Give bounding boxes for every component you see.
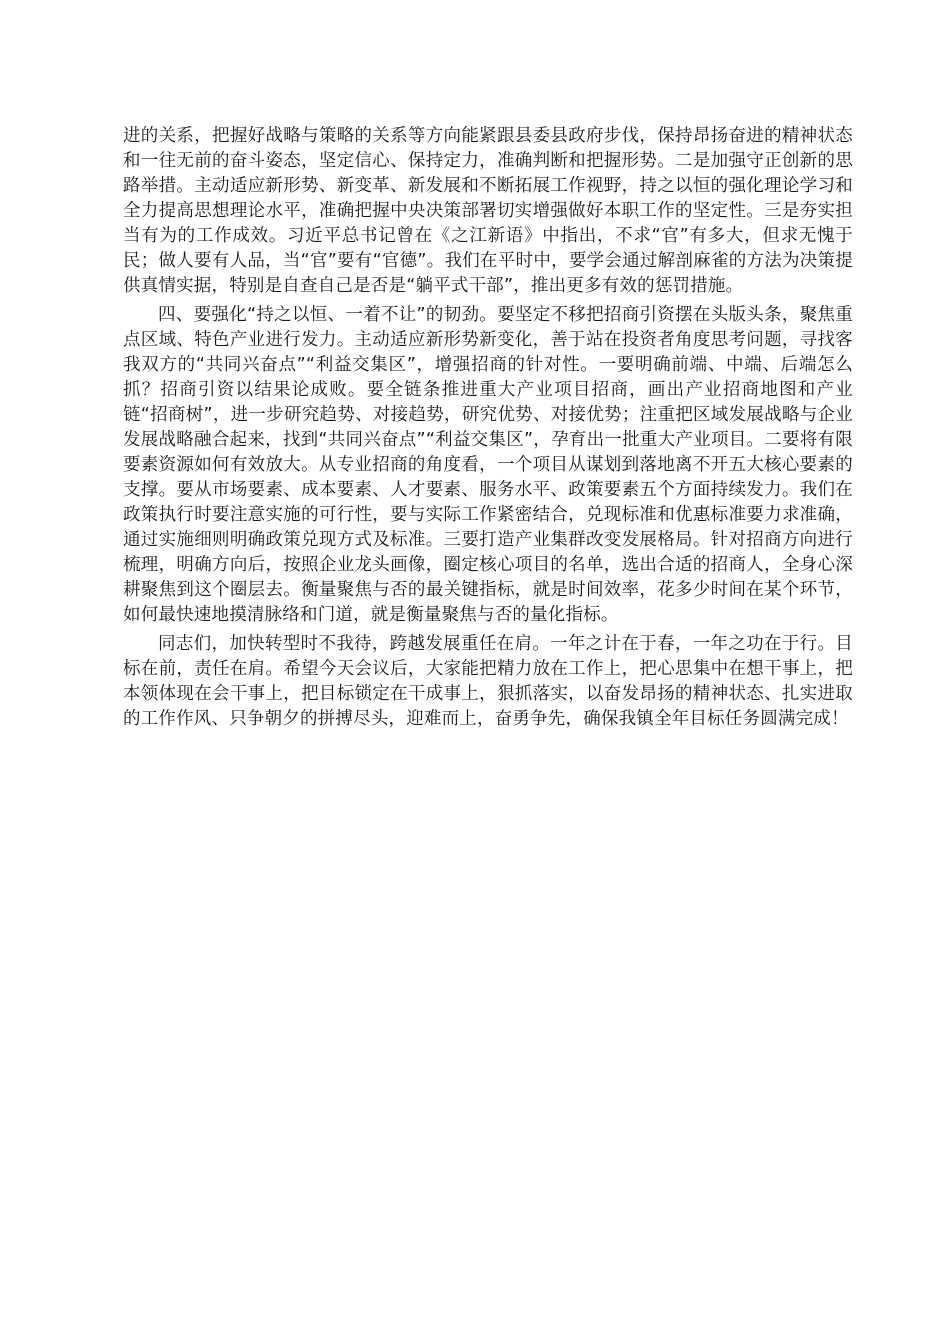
document-body [123, 124, 853, 736]
paragraph-section-four: 四、要强化“持之以恒、一着不让”的韧劲。要坚定不移把招商引资摆在头版头条，聚焦重点区域、特色产业进行发力。主动适应新形势新变化，善于站在投资者角度思考问题，寻找客我双方的“共同兴奋点”“利益交集区”，增强招商的针对性。一要明确前端、中端、后端怎么抓？招商引资以结果论成败。要全链条推进重大产业项目招商，画出产业招商地图和产业链“招商树”，进一步研究趋势、对接趋势，研究优势、对接优势；注重把区域发展战略与企业发展战略融合起来，找到“共同兴奋点”“利益交集区”，孕育出一批重大产业项目。二要将有限要素资源如何有效放大。从专业招商的角度看，一个项目从谋划到落地离不开五大核心要素的支撑。要从市场要素、成本要素、人才要素、服务水平、政策要素五个方面持续发力。我们在政策执行时要注意实施的可行性，要与实际工作紧密结合，兑现标准和优惠标准要力求准确，通过实施细则明确政策兑现方式及标准。三要打造产业集群改变发展格局。针对招商方向进行梳理，明确方向后，按照企业龙头画像，圈定核心项目的名单，选出合适的招商人，全身心深耕聚焦到这个圈层去。衡量聚焦与否的最关键指标，就是时间效率，花多少时间在某个环节，如何最快速地摸清脉络和门道，就是衡量聚焦与否的量化指标。 [123, 305, 853, 625]
paragraph-continued: 进的关系，把握好战略与策略的关系等方向能紧跟县委县政府步伐，保持昂扬奋进的精神状态和一往无前的奋斗姿态，坚定信心、保持定力，准确判断和把握形势。二是加强守正创新的思路举措。主动适应新形势、新变革、新发展和不断拓展工作视野，持之以恒的强化理论学习和全力提高思想理论水平，准确把握中央决策部署切实增强做好本职工作的坚定性。三是夯实担当有为的工作成效。习近平总书记曾在《之江新语》中指出，不求“官”有多大，但求无愧于民；做人要有人品，当“官”要有“官德”。我们在平时中，要学会通过解剖麻雀的方法为决策提供真情实据，特别是自查自己是否是“躺平式干部”，推出更多有效的惩罚措施。 [123, 126, 853, 296]
paragraph-closing: 同志们，加快转型时不我待，跨越发展重任在肩。一年之计在于春，一年之功在于行。目标在前，责任在肩。希望今天会议后，大家能把精力放在工作上，把心思集中在想干事上，把本领体现在会干事上，把目标锁定在干成事上，狠抓落实，以奋发昂扬的精神状态、扎实进取的工作作风、只争朝夕的拼搏尽头，迎难而上，奋勇争先，确保我镇全年目标任务圆满完成！ [123, 634, 853, 729]
